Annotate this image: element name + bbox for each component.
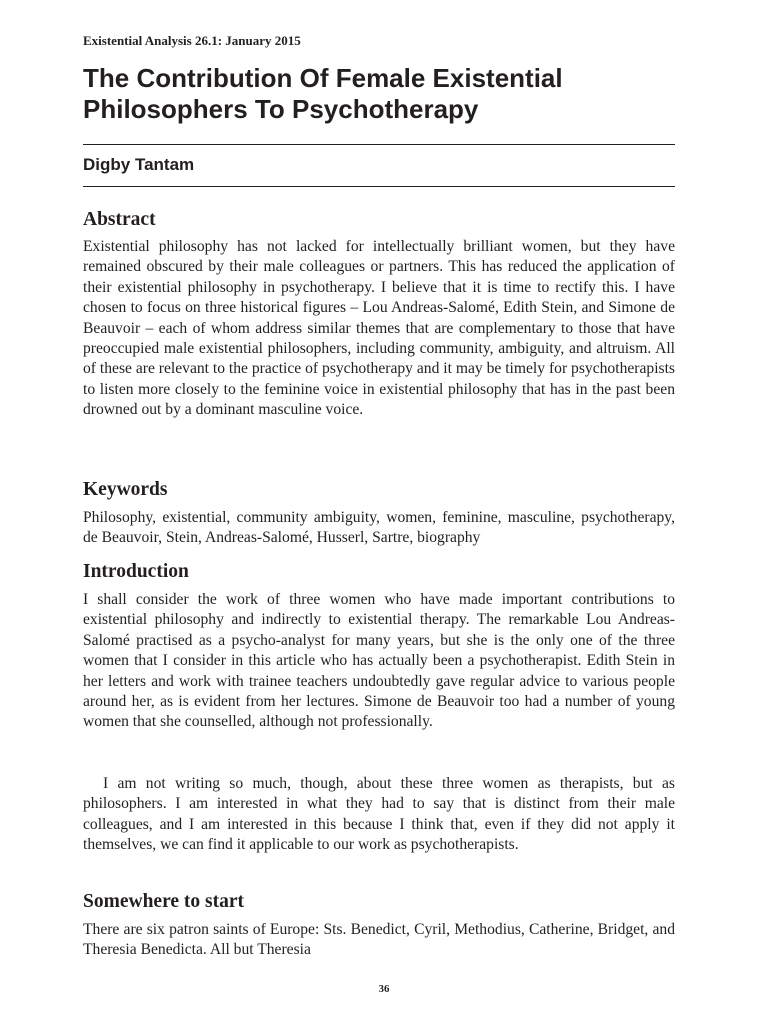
introduction-heading: Introduction xyxy=(83,561,189,582)
article-title: The Contribution Of Female Existential Philosophers To Psychotherapy xyxy=(83,63,563,124)
abstract-heading: Abstract xyxy=(83,209,156,230)
keywords-text: Philosophy, existential, community ambiguity, women, feminine, masculine, psychotherapy, de Beauvoir, Stein, Andreas-Salomé, Husserl, Sartre, biography xyxy=(83,509,675,547)
author-divider xyxy=(83,186,675,187)
author-name: Digby Tantam xyxy=(83,155,195,174)
somewhere-text: There are six patron saints of Europe: Sts. Benedict, Cyril, Methodius, Catherine, Bridget, and Theresia Benedicta. All but Theresia xyxy=(83,921,675,959)
page-number: 36 xyxy=(378,983,390,995)
introduction-paragraph-2: I am not writing so much, though, about these three women as therapists, but as philosophers. I am interested in what they had to say that is distinct from their male colleagues, and I am interested in this because I think that, even if they did not apply it themselves, we can find it applicable to our work as psychotherapists. xyxy=(83,775,675,854)
abstract-text: Existential philosophy has not lacked for intellectually brilliant women, but they have remained obscured by their male colleagues or partners. This has reduced the application of their existential philosophy in psychotherapy. I believe that it is time to rectify this. I have chosen to focus on three historical figures – Lou Andreas-Salomé, Edith Stein, and Simone de Beauvoir – each of whom address similar themes that are complementary to those that have preoccupied male existential philosophers, including community, ambiguity, and altruism. All of these are relevant to the practice of psychotherapy and it may be timely for psychotherapists to listen more closely to the feminine voice in existential philosophy that has in the past been drowned out by a dominant masculine voice. xyxy=(83,238,675,419)
introduction-paragraph-1: I shall consider the work of three women who have made important contributions to existential philosophy and indirectly to existential therapy. The remarkable Lou Andreas-Salomé practised as a psycho-analyst for many years, but she is the only one of the three women that I consider in this article who has actually been a psychotherapist. Edith Stein in her letters and work with trainee teachers undoubtedly gave regular advice to various people around her, as is evident from her lectures. Simone de Beauvoir too had a number of young women that she counselled, although not professionally. xyxy=(83,591,675,731)
keywords-heading: Keywords xyxy=(83,479,168,500)
title-divider xyxy=(83,144,675,145)
somewhere-heading: Somewhere to start xyxy=(83,891,245,912)
journal-header: Existential Analysis 26.1: January 2015 xyxy=(83,33,301,48)
